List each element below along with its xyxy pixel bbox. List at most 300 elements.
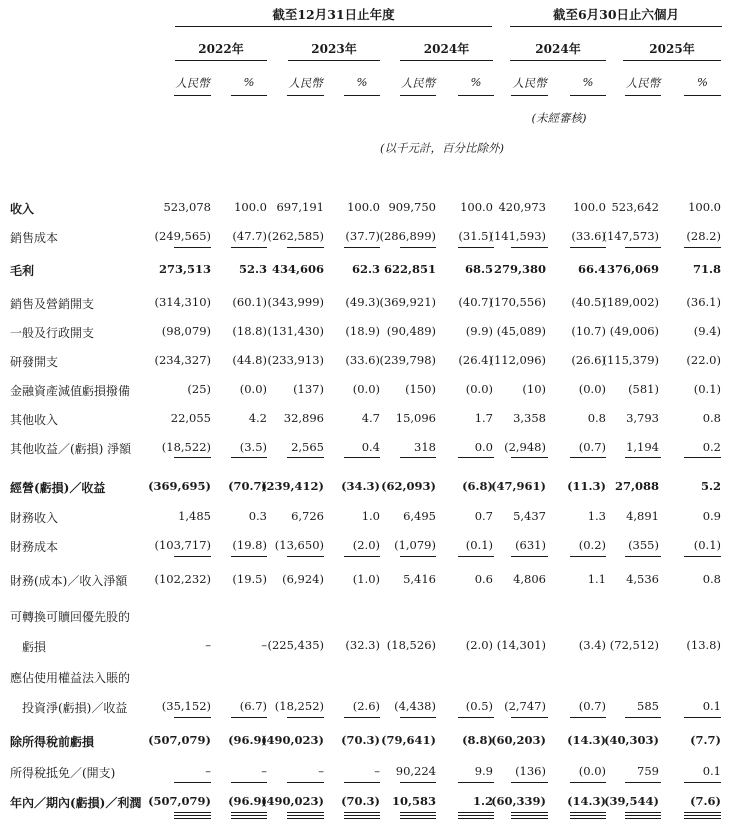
cell-amount: 6,495 [403,509,436,523]
cell-percent: 0.1 [702,764,721,778]
subtotal-rule [511,782,548,783]
subtotal-rule [287,782,324,783]
subtotal-rule [174,717,211,718]
row-label: 研發開支 [10,355,59,369]
total-top-rule [174,818,211,819]
cell-percent: 100.0 [460,200,493,214]
unit-rule [625,95,661,96]
cell-amount: (35,152) [161,699,211,713]
cell-percent: (13.8) [686,638,721,652]
cell-percent: (32.3) [345,638,380,652]
subtotal-rule [344,247,380,248]
cell-percent: 62.3 [351,262,380,276]
cell-percent: (36.1) [686,295,721,309]
year-rule [175,60,267,61]
year-header: 2025年 [649,42,695,56]
cell-percent: (0.2) [578,538,606,552]
cell-amount: (369,695) [148,479,211,493]
cell-amount: (249,565) [154,229,211,243]
cell-amount: (49,006) [609,324,659,338]
cell-percent: (9.4) [693,324,721,338]
cell-percent: (60.1) [232,295,267,309]
cell-amount: 523,642 [611,200,659,214]
total-top-rule [625,818,661,819]
row-label: 投資淨(虧損)／收益 [22,701,128,715]
subtotal-rule [458,717,494,718]
subtotal-rule [400,457,436,458]
cell-percent: (33.6) [571,229,606,243]
unit-rule [344,95,380,96]
cell-amount: 1,485 [178,509,211,523]
unit-rule [287,95,324,96]
cell-amount: 759 [637,764,659,778]
cell-amount: (137) [293,382,324,396]
total-double-rule [570,812,606,816]
cell-amount: (45,089) [496,324,546,338]
cell-percent: (0.7) [578,440,606,454]
subtotal-rule [511,556,548,557]
unit-rule [458,95,494,96]
cell-amount: 697,191 [276,200,324,214]
cell-percent: 1.2 [472,794,493,808]
cell-amount: (189,002) [602,295,659,309]
row-label: 除所得稅前虧損 [10,735,95,749]
cell-amount: 22,055 [170,411,211,425]
subtotal-rule [400,247,436,248]
subtotal-rule [570,717,606,718]
year-header: 2023年 [311,42,357,56]
total-top-rule [458,818,494,819]
cell-percent: 1.3 [587,509,606,523]
total-top-rule [287,818,324,819]
cell-amount: 3,793 [626,411,659,425]
cell-amount: (234,327) [154,353,211,367]
cell-percent: (28.2) [686,229,721,243]
row-label: 經營(虧損)／收益 [10,481,106,495]
row-label: 年內／期內(虧損)／利潤 [10,796,142,810]
cell-amount: 27,088 [614,479,659,493]
unit-rmb: 人民幣 [625,76,661,90]
row-label: 虧損 [22,640,47,654]
cell-percent: 0.9 [702,509,721,523]
cell-amount: (72,512) [609,638,659,652]
subtotal-rule [511,717,548,718]
cell-amount: (147,573) [602,229,659,243]
subtotal-rule [231,247,267,248]
subtotal-rule [570,247,606,248]
unit-rule [684,95,721,96]
cell-amount: 279,380 [493,262,546,276]
cell-amount: (170,556) [489,295,546,309]
cell-percent: 1.7 [474,411,493,425]
unit-rmb: 人民幣 [175,76,210,90]
cell-percent: (0.0) [578,382,606,396]
subtotal-rule [344,782,380,783]
cell-amount: (60,339) [491,794,546,808]
year-rule [510,60,606,61]
cell-percent: 0.8 [587,411,606,425]
cell-amount: (2,948) [504,440,546,454]
cell-percent: 100.0 [573,200,606,214]
cell-amount: (18,522) [161,440,211,454]
units-note: (以千元計，百分比除外) [380,141,504,155]
cell-percent: (40.7) [458,295,493,309]
cell-amount: – [205,764,211,778]
cell-amount: 622,851 [383,262,436,276]
subtotal-rule [625,717,661,718]
subtotal-rule [400,717,436,718]
cell-amount: 420,973 [498,200,546,214]
cell-amount: (286,899) [379,229,436,243]
cell-amount: – [205,638,211,652]
cell-percent: (47.7) [232,229,267,243]
cell-percent: 100.0 [688,200,721,214]
subtotal-rule [174,556,211,557]
row-label: 毛利 [10,264,35,278]
unit-rule [231,95,267,96]
cell-amount: (47,961) [491,479,546,493]
row-label: 銷售成本 [10,231,59,245]
cell-amount: 10,583 [391,794,436,808]
cell-percent: (49.3) [345,295,380,309]
cell-percent: (6.8) [462,479,493,493]
cell-amount: (507,079) [148,794,211,808]
cell-percent: 0.1 [702,699,721,713]
cell-percent: 66.4 [577,262,606,276]
cell-percent: (40.5) [571,295,606,309]
cell-percent: 52.3 [238,262,267,276]
cell-percent: – [261,764,267,778]
row-label: 銷售及營銷開支 [10,297,95,311]
total-double-rule [511,812,548,816]
cell-percent: (3.4) [578,638,606,652]
cell-amount: 3,358 [513,411,546,425]
subtotal-rule [174,457,211,458]
cell-amount: (14,301) [496,638,546,652]
cell-percent: (2.0) [352,538,380,552]
header-rule-six-months [510,26,722,27]
cell-percent: 0.8 [702,411,721,425]
cell-amount: 273,513 [158,262,211,276]
header-year-end: 截至12月31日止年度 [272,7,395,22]
total-top-rule [231,818,267,819]
unit-pct: % [582,75,594,89]
cell-amount: (112,096) [489,353,546,367]
total-double-rule [344,812,380,816]
cell-percent: 0.3 [248,509,267,523]
total-double-rule [625,812,661,816]
cell-percent: (7.7) [690,733,721,747]
cell-amount: 434,606 [271,262,324,276]
cell-amount: (25) [187,382,211,396]
subtotal-rule [511,247,548,248]
subtotal-rule [684,556,721,557]
cell-percent: (0.7) [578,699,606,713]
cell-percent: (8.8) [462,733,493,747]
unit-pct: % [356,75,368,89]
cell-percent: (19.5) [232,572,267,586]
cell-percent: (33.6) [345,353,380,367]
total-top-rule [344,818,380,819]
cell-percent: 0.2 [702,440,721,454]
cell-amount: (355) [628,538,659,552]
cell-amount: (102,232) [154,572,211,586]
unit-rule [400,95,436,96]
header-rule-year-end [175,26,492,27]
year-header: 2024年 [535,42,581,56]
subtotal-rule [287,247,324,248]
cell-percent: (10.7) [571,324,606,338]
cell-percent: (0.1) [693,382,721,396]
cell-percent: (1.0) [352,572,380,586]
cell-amount: (581) [628,382,659,396]
cell-amount: (490,023) [261,733,324,747]
cell-percent: 4.2 [248,411,267,425]
cell-percent: (3.5) [239,440,267,454]
cell-amount: (60,203) [491,733,546,747]
cell-percent: (70.3) [341,733,380,747]
cell-amount: 2,565 [291,440,324,454]
total-double-rule [684,812,721,816]
cell-amount: (131,430) [267,324,324,338]
cell-percent: (7.6) [690,794,721,808]
year-header: 2024年 [423,42,470,56]
row-label: 金融資產減值虧損撥備 [10,384,131,398]
cell-amount: 376,069 [606,262,659,276]
total-top-rule [511,818,548,819]
year-rule [288,60,380,61]
cell-amount: 909,750 [388,200,436,214]
cell-amount: (62,093) [381,479,436,493]
subtotal-rule [174,247,211,248]
cell-percent: 1.1 [587,572,606,586]
row-label: 收入 [10,202,35,216]
cell-amount: (13,650) [274,538,324,552]
row-label: 財務成本 [10,540,59,554]
cell-amount: (490,023) [261,794,324,808]
cell-amount: (136) [515,764,546,778]
cell-percent: 71.8 [692,262,721,276]
cell-percent: (11.3) [567,479,606,493]
cell-amount: (631) [515,538,546,552]
cell-percent: (0.5) [465,699,493,713]
cell-percent: (0.0) [352,382,380,396]
total-double-rule [400,812,436,816]
row-label: 財務收入 [10,511,59,525]
cell-percent: (14.3) [567,794,606,808]
year-header: 2022年 [198,42,244,56]
cell-amount: 1,194 [626,440,659,454]
cell-percent: 0.4 [361,440,380,454]
cell-percent: (0.0) [239,382,267,396]
cell-amount: 318 [414,440,436,454]
cell-percent: (9.9) [465,324,493,338]
subtotal-rule [625,782,661,783]
subtotal-rule [570,556,606,557]
subtotal-rule [231,717,267,718]
total-double-rule [174,812,211,816]
unit-pct: % [243,75,255,89]
year-rule [400,60,493,61]
total-double-rule [231,812,267,816]
subtotal-rule [458,457,494,458]
cell-amount: (239,412) [261,479,324,493]
subtotal-rule [684,247,721,248]
subtotal-rule [458,556,494,557]
cell-amount: (90,489) [386,324,436,338]
cell-amount: (115,379) [602,353,659,367]
cell-percent: (26.6) [571,353,606,367]
cell-percent: (26.4) [458,353,493,367]
cell-amount: (79,641) [381,733,436,747]
row-label: 其他收入 [10,413,59,427]
cell-amount: (2,747) [504,699,546,713]
cell-percent: 100.0 [347,200,380,214]
cell-percent: – [261,638,267,652]
cell-percent: 9.9 [474,764,493,778]
cell-amount: (239,798) [379,353,436,367]
cell-amount: 5,416 [403,572,436,586]
cell-amount: (40,303) [604,733,659,747]
cell-amount: (103,717) [154,538,211,552]
cell-amount: 4,891 [626,509,659,523]
cell-amount: (98,079) [161,324,211,338]
subtotal-rule [625,556,661,557]
unit-rule [174,95,211,96]
cell-amount: (150) [405,382,436,396]
cell-amount: 32,896 [283,411,324,425]
cell-amount: (4,438) [394,699,436,713]
subtotal-rule [458,782,494,783]
cell-percent: 0.7 [474,509,493,523]
cell-amount: (18,526) [386,638,436,652]
row-label: 應佔使用權益法入賬的 [10,671,131,685]
cell-percent: (0.1) [693,538,721,552]
unit-rule [570,95,606,96]
cell-percent: (0.0) [465,382,493,396]
cell-amount: 585 [637,699,659,713]
total-double-rule [458,812,494,816]
subtotal-rule [625,247,661,248]
cell-percent: (0.0) [578,764,606,778]
subtotal-rule [458,247,494,248]
cell-amount: (10) [522,382,546,396]
subtotal-rule [344,457,380,458]
cell-percent: (96.9) [228,794,267,808]
cell-percent: (37.7) [345,229,380,243]
row-label: 財務(成本)／收入淨額 [10,574,128,588]
unaudited-note: (未經審核) [531,111,587,125]
cell-amount: (507,079) [148,733,211,747]
cell-percent: 5.2 [700,479,721,493]
row-label: 所得稅抵免／(開支) [10,766,116,780]
row-label: 可轉換可贖回優先股的 [10,610,131,624]
cell-amount: (262,585) [267,229,324,243]
cell-amount: (314,310) [154,295,211,309]
cell-amount: (369,921) [379,295,436,309]
cell-amount: (18,252) [274,699,324,713]
subtotal-rule [625,457,661,458]
subtotal-rule [287,457,324,458]
cell-amount: (141,593) [489,229,546,243]
cell-percent: (31.5) [458,229,493,243]
unit-pct: % [470,75,482,89]
cell-amount: – [318,764,324,778]
cell-percent: (2.0) [465,638,493,652]
subtotal-rule [400,782,436,783]
cell-percent: 100.0 [234,200,267,214]
total-top-rule [684,818,721,819]
cell-percent: 4.7 [361,411,380,425]
unit-rule [511,95,548,96]
total-top-rule [400,818,436,819]
subtotal-rule [287,717,324,718]
cell-amount: (233,913) [267,353,324,367]
cell-percent: (96.9) [228,733,267,747]
cell-amount: (225,435) [267,638,324,652]
cell-amount: (343,999) [267,295,324,309]
cell-percent: (19.8) [232,538,267,552]
row-label: 其他收益／(虧損) 淨額 [10,442,132,456]
cell-amount: (6,924) [282,572,324,586]
subtotal-rule [570,457,606,458]
cell-percent: (0.1) [465,538,493,552]
cell-amount: 15,096 [395,411,436,425]
cell-percent: (44.8) [232,353,267,367]
unit-pct: % [697,75,708,89]
total-double-rule [287,812,324,816]
subtotal-rule [231,457,267,458]
cell-percent: (14.3) [567,733,606,747]
subtotal-rule [344,556,380,557]
cell-amount: 90,224 [395,764,436,778]
unit-rmb: 人民幣 [400,76,436,90]
cell-amount: 4,806 [513,572,546,586]
subtotal-rule [400,556,436,557]
cell-amount: 4,536 [626,572,659,586]
cell-percent: (2.6) [352,699,380,713]
subtotal-rule [511,457,548,458]
cell-amount: (1,079) [394,538,436,552]
subtotal-rule [287,556,324,557]
subtotal-rule [174,782,211,783]
subtotal-rule [684,717,721,718]
cell-percent: (70.7) [228,479,267,493]
subtotal-rule [231,782,267,783]
row-label: 一般及行政開支 [10,326,95,340]
total-top-rule [570,818,606,819]
unit-rmb: 人民幣 [512,76,547,90]
cell-percent: 0.8 [702,572,721,586]
subtotal-rule [344,717,380,718]
subtotal-rule [684,782,721,783]
cell-percent: (70.3) [341,794,380,808]
cell-percent: (34.3) [341,479,380,493]
cell-amount: 523,078 [163,200,211,214]
cell-percent: (18.8) [232,324,267,338]
year-rule [623,60,721,61]
cell-percent: 1.0 [361,509,380,523]
cell-percent: 0.0 [474,440,493,454]
cell-amount: 5,437 [513,509,546,523]
header-six-months: 截至6月30日止六個月 [552,7,680,22]
subtotal-rule [684,457,721,458]
cell-percent: (6.7) [239,699,267,713]
cell-percent: (22.0) [686,353,721,367]
cell-percent: 0.6 [474,572,493,586]
cell-amount: (39,544) [604,794,659,808]
cell-amount: 6,726 [291,509,324,523]
